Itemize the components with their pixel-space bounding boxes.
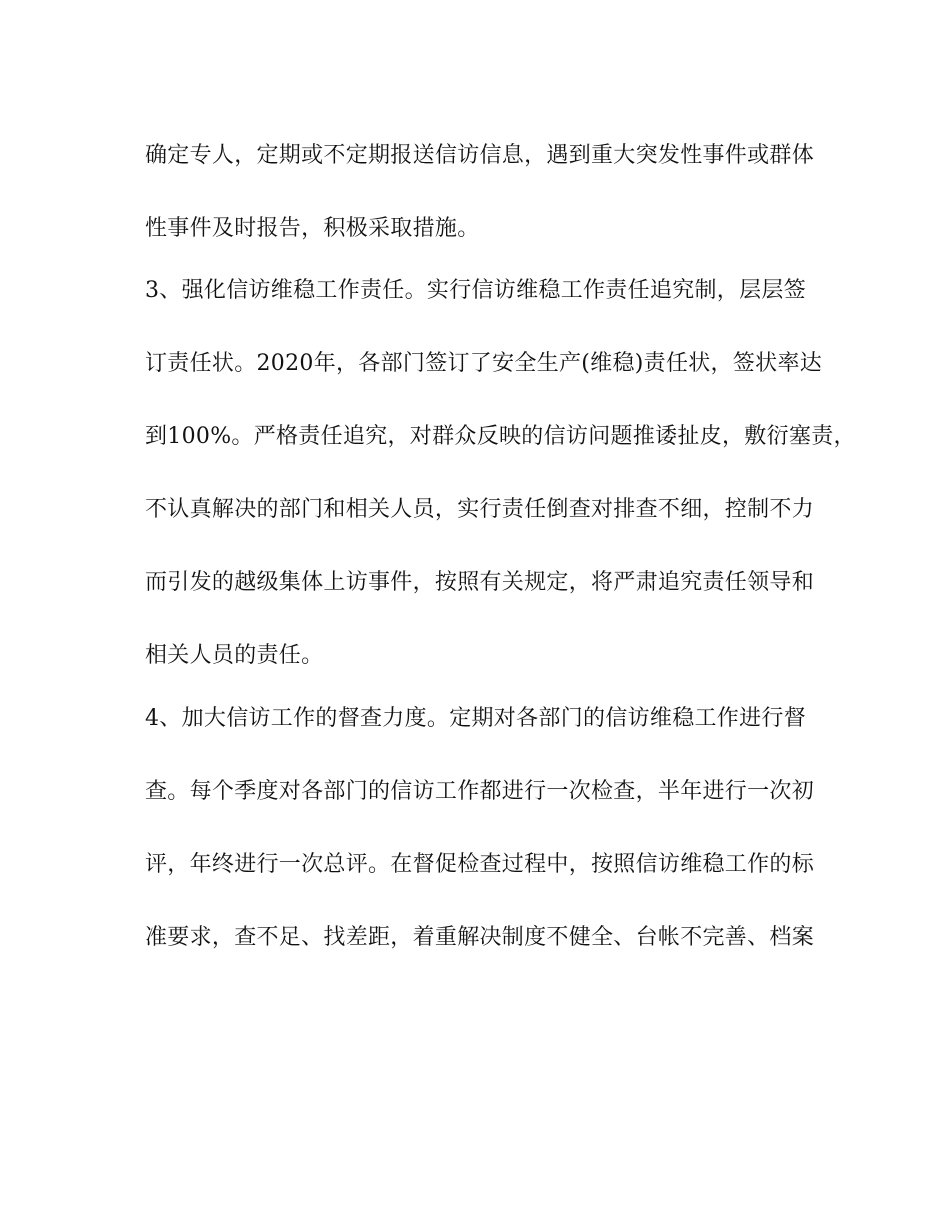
paragraph-line: 评，年终进行一次总评。在督促检查过程中，按照信访维稳工作的标	[145, 852, 815, 877]
paragraph-line: 查。每个季度对各部门的信访工作都进行一次检查，半年进行一次初	[145, 779, 815, 804]
paragraph-line: 不认真解决的部门和相关人员，实行责任倒查对排查不细，控制不力	[145, 497, 815, 522]
paragraph-line: 准要求，查不足、找差距，着重解决制度不健全、台帐不完善、档案	[145, 925, 815, 950]
paragraph-line: 4、加大信访工作的督查力度。定期对各部门的信访维稳工作进行督	[145, 706, 806, 731]
paragraph-line: 3、强化信访维稳工作责任。实行信访维稳工作责任追究制，层层签	[145, 278, 806, 303]
paragraph-line: 到100%。严格责任追究，对群众反映的信访问题推诿扯皮，敷衍塞责，	[145, 424, 856, 449]
paragraph-line: 确定专人，定期或不定期报送信访信息，遇到重大突发性事件或群体	[145, 143, 815, 168]
paragraph-line: 而引发的越级集体上访事件，按照有关规定，将严肃追究责任领导和	[145, 570, 815, 595]
paragraph-line: 相关人员的责任。	[145, 643, 324, 668]
paragraph-line: 性事件及时报告，积极采取措施。	[145, 216, 480, 241]
paragraph-line: 订责任状。2020年，各部门签订了安全生产(维稳)责任状，签状率达	[145, 351, 823, 376]
